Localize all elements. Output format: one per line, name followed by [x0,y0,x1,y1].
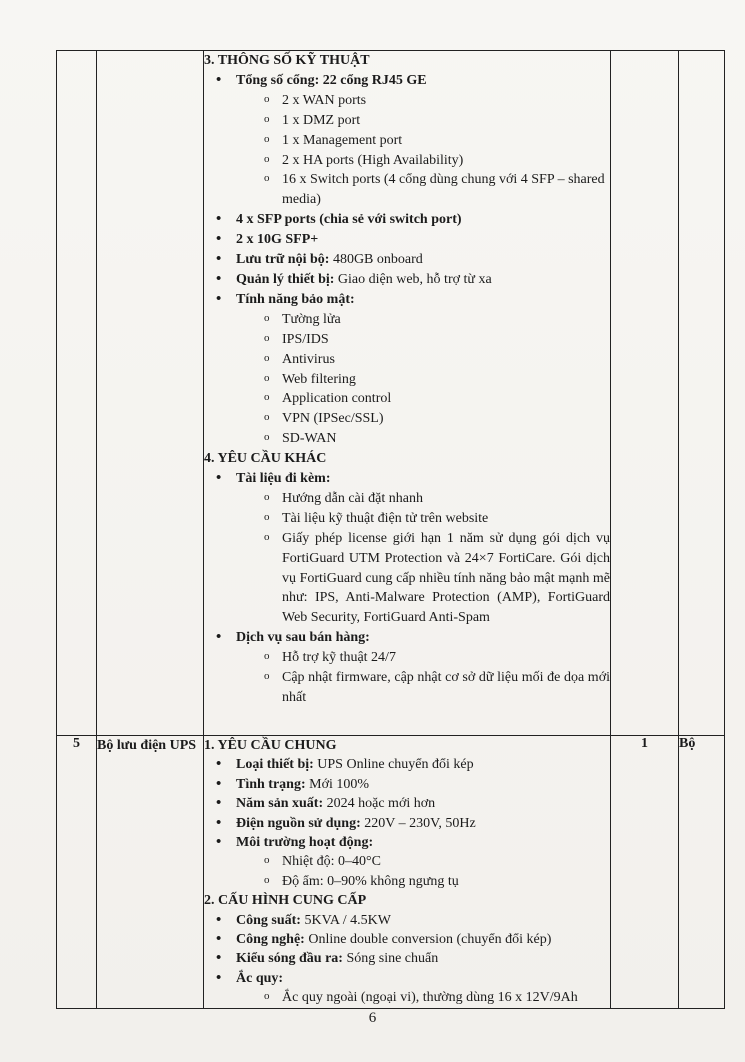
qty-cell [611,51,679,736]
after-sales-label: Dịch vụ sau bán hàng: [236,630,370,646]
list-item: o Tài liệu kỹ thuật điện tử trên website [266,509,610,529]
list-item: o Giấy phép license giới hạn 1 năm sử dụng gói dịch vụ FortiGuard UTM Protection và 24×7 FortiCare. Gói dịch vụ FortiGuard cung cấp nhiều tính năng bảo mật mạnh mẽ như: IPS, Anti-Malware Protection (AMP), FortiGuard Web Security, FortiGuard Anti-Spam [266,529,610,629]
list-item: o Nhiệt độ: 0–40°C [266,852,610,871]
spec-cell [204,51,611,736]
list-item [224,628,610,708]
spec-table [56,50,725,1009]
section-title-general: 1. YÊU CẦU CHUNG [204,738,337,753]
list-item: o Độ ẩm: 0–90% không ngưng tụ [266,872,610,891]
table-row-firewall [57,51,725,736]
list-item: o Web filtering [266,370,610,390]
list-item: o VPN (IPSec/SSL) [266,409,610,429]
list-item [224,794,610,813]
list-item: o 1 x Management port [266,131,610,151]
sfp10g-label: 2 x 10G SFP+ [236,232,319,248]
list-item [224,755,610,774]
waveform-label: Kiểu sóng đầu ra: [236,951,343,967]
env-list [236,852,610,891]
security-list [236,310,610,449]
battery-label: Ắc quy: [236,970,284,986]
list-item [224,814,610,833]
list-item: o 2 x WAN ports [266,91,610,111]
device-type-value: UPS Online chuyển đổi kép [313,757,474,773]
config-list [204,911,610,1008]
list-item [224,71,610,210]
table-row-ups [57,736,725,1009]
year-value: 2024 hoặc mới hơn [323,796,436,812]
spec-cell [204,736,611,1009]
security-label: Tính năng bảo mật: [236,291,355,307]
docs-label: Tài liệu đi kèm: [236,471,331,487]
storage-value: 480GB onboard [329,252,423,268]
technology-value: Online double conversion (chuyển đổi kép) [304,932,552,948]
unit: Bộ [679,736,725,1009]
mgmt-label: Quản lý thiết bị: [236,271,335,287]
list-item: o Hướng dẫn cài đặt nhanh [266,489,610,509]
ports-list [236,91,610,210]
list-item [224,469,610,628]
power-value: 220V – 230V, 50Hz [360,815,476,831]
after-sales-list [236,648,610,708]
list-item [224,230,610,250]
item-name: Bộ lưu điện UPS [97,736,204,1009]
list-item: o Tường lửa [266,310,610,330]
unit-cell [679,51,725,736]
list-item: o Ắc quy ngoài (ngoại vi), thường dùng 16 x 12V/9Ah [266,988,610,1007]
docs-list [236,489,610,628]
section-title-technical: 3. THÔNG SỐ KỸ THUẬT [204,53,370,68]
list-item [224,250,610,270]
list-item [224,270,610,290]
ports-label: Tổng số cổng: 22 cổng RJ45 GE [236,72,427,88]
list-item [224,210,610,230]
name-cell [97,51,204,736]
env-label: Môi trường hoạt động: [236,835,374,851]
list-item: o Antivirus [266,350,610,370]
capacity-value: 5KVA / 4.5KW [300,912,391,928]
list-item [224,775,610,794]
list-item: o IPS/IDS [266,330,610,350]
technology-label: Công nghệ: [236,932,305,948]
list-item [224,290,610,449]
section-title-other: 4. YÊU CẦU KHÁC [204,451,327,467]
waveform-value: Sóng sine chuẩn [342,951,439,967]
sfp-label: 4 x SFP ports (chia sẻ với switch port) [236,212,462,228]
list-item: o 16 x Switch ports (4 cổng dùng chung với 4 SFP – shared media) [266,170,610,210]
condition-label: Tình trạng: [236,776,306,792]
list-item: o Application control [266,389,610,409]
power-label: Điện nguồn sử dụng: [236,815,361,831]
page-number: 6 [368,1010,377,1026]
list-item [224,969,610,1008]
year-label: Năm sản xuất: [236,796,324,812]
list-item [224,833,610,891]
list-item [224,911,610,930]
technical-list [204,71,610,449]
list-item [224,930,610,949]
general-list [204,755,610,891]
list-item [224,949,610,968]
list-item: o Hỗ trợ kỹ thuật 24/7 [266,648,610,668]
storage-label: Lưu trữ nội bộ: [236,252,330,268]
condition-value: Mới 100% [305,776,370,792]
quantity: 1 [611,736,679,1009]
row-number: 5 [57,736,97,1009]
list-item: o Cập nhật firmware, cập nhật cơ sở dữ liệu mối đe dọa mới nhất [266,668,610,708]
other-list [204,469,610,708]
battery-list [236,988,610,1007]
list-item: o SD-WAN [266,429,610,449]
device-type-label: Loại thiết bị: [236,757,314,773]
list-item: o 2 x HA ports (High Availability) [266,151,610,171]
mgmt-value: Giao diện web, hỗ trợ từ xa [334,271,492,287]
capacity-label: Công suất: [236,912,301,928]
list-item: o 1 x DMZ port [266,111,610,131]
no-cell [57,51,97,736]
section-title-config: 2. CẤU HÌNH CUNG CẤP [204,893,367,909]
